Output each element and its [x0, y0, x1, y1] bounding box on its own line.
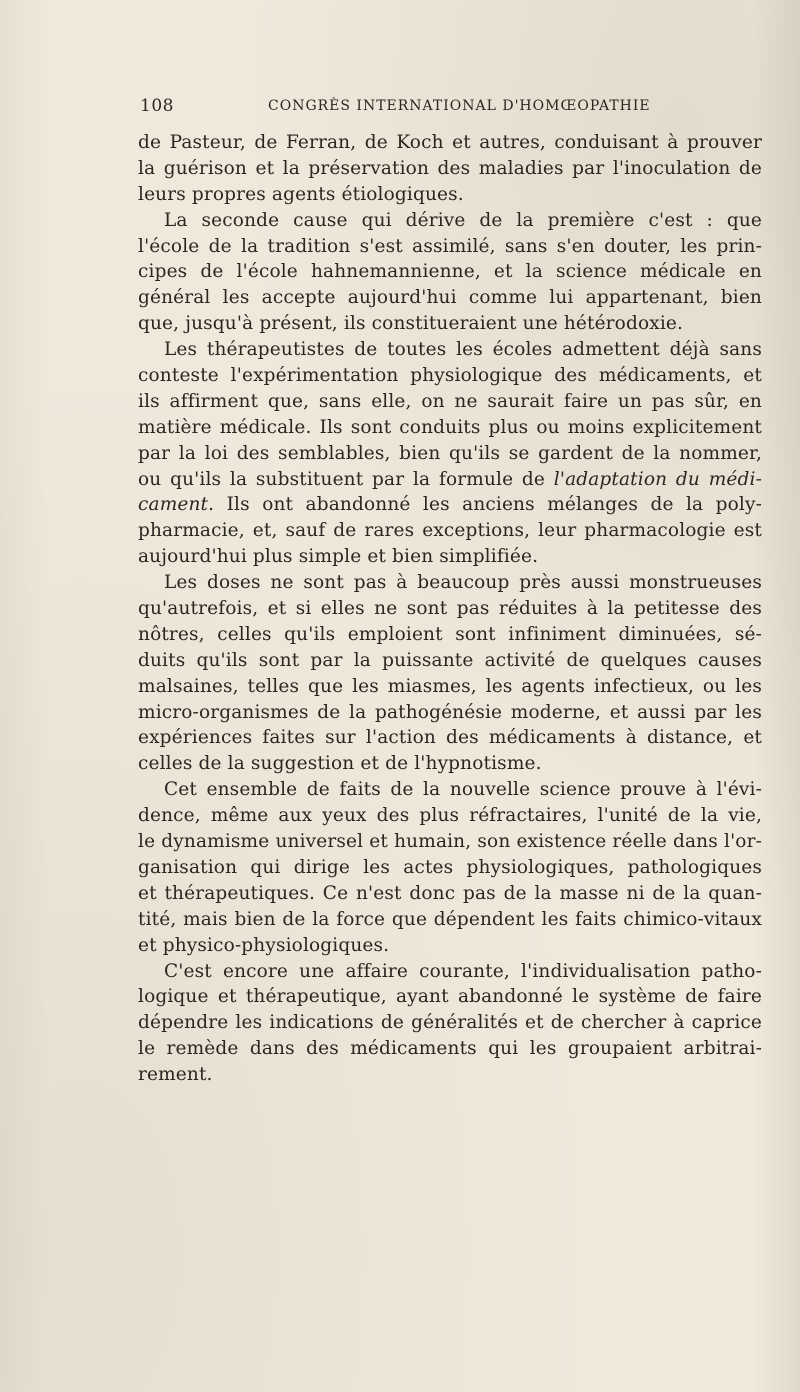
text-line: Cet ensemble de faits de la nouvelle science prouve à l'évi- [164, 779, 762, 801]
text-line: nôtres, celles qu'ils emploient sont infiniment diminuées, sé- [138, 623, 762, 645]
text-line: la guérison et la préservation des maladies par l'inoculation de [138, 157, 762, 179]
text-line: matière médicale. Ils sont conduits plus ou moins explicitement [138, 416, 762, 438]
text-line: cipes de l'école hahnemannienne, et la science médicale en [138, 261, 762, 283]
text-line: tité, mais bien de la force que dépendent les faits chimico-vitaux [138, 908, 762, 930]
text-line: rement. [138, 1064, 213, 1086]
page-header [140, 96, 760, 120]
text-line: général les accepte aujourd'hui comme lui appartenant, bien [138, 287, 762, 309]
text-line: et thérapeutiques. Ce n'est donc pas de la masse ni de la quan- [138, 882, 762, 904]
text-segment: ou qu'ils la substituent par la formule de [138, 468, 554, 490]
text-line: La seconde cause qui dérive de la première c'est : que [164, 209, 762, 231]
text-line: ils affirment que, sans elle, on ne saurait faire un pas sûr, en [138, 390, 762, 412]
body-text [138, 130, 762, 1088]
text-line: que, jusqu'à présent, ils constitueraient une hétérodoxie. [138, 313, 684, 335]
text-line-with-italic [138, 467, 762, 493]
italic-segment: cament. [138, 494, 215, 516]
text-line: le dynamisme universel et humain, son existence réelle dans l'or- [138, 831, 762, 853]
text-line: qu'autrefois, et si elles ne sont pas réduites à la petitesse des [138, 598, 762, 620]
text-segment: Ils ont abandonné les anciens mélanges de la poly- [214, 494, 762, 516]
text-line: conteste l'expérimentation physiologique des médicaments, et [138, 365, 762, 387]
text-line: le remède dans des médicaments qui les groupaient arbitrai- [138, 1038, 762, 1060]
text-line: celles de la suggestion et de l'hypnotisme. [138, 753, 542, 775]
text-line: leurs propres agents étiologiques. [138, 183, 464, 205]
text-line: Les thérapeutistes de toutes les écoles admettent déjà sans [164, 339, 762, 361]
text-line: micro-organismes de la pathogénésie moderne, et aussi par les [138, 701, 762, 723]
text-line: C'est encore une affaire courante, l'individualisation patho- [164, 960, 762, 982]
text-line: expériences faites sur l'action des médicaments à distance, et [138, 727, 762, 749]
text-line: Les doses ne sont pas à beaucoup près aussi monstrueuses [164, 572, 762, 594]
text-line: logique et thérapeutique, ayant abandonné le système de faire [138, 986, 762, 1008]
text-line: duits qu'ils sont par la puissante activité de quelques causes [138, 649, 762, 671]
italic-segment: l'adaptation du médi- [553, 468, 762, 490]
running-title: CONGRÈS INTERNATIONAL D'HOMŒOPATHIE [268, 98, 651, 114]
text-line: ganisation qui dirige les actes physiologiques, pathologiques [138, 856, 762, 878]
text-line: aujourd'hui plus simple et bien simplifiée. [138, 546, 539, 568]
text-line: pharmacie, et, sauf de rares exceptions, leur pharmacologie est [138, 520, 762, 542]
text-line: dépendre les indications de généralités et de chercher à caprice [138, 1012, 762, 1034]
text-line [138, 492, 762, 518]
text-line: de Pasteur, de Ferran, de Koch et autres, conduisant à prouver [138, 132, 762, 153]
text-line: et physico-physiologiques. [138, 934, 390, 956]
text-line: par la loi des semblables, bien qu'ils se gardent de la nommer, [138, 442, 762, 464]
page-number: 108 [140, 96, 174, 116]
text-line: malsaines, telles que les miasmes, les agents infectieux, ou les [138, 675, 762, 697]
text-line: l'école de la tradition s'est assimilé, sans s'en douter, les prin- [138, 235, 762, 257]
text-line: dence, même aux yeux des plus réfractaires, l'unité de la vie, [138, 805, 762, 827]
